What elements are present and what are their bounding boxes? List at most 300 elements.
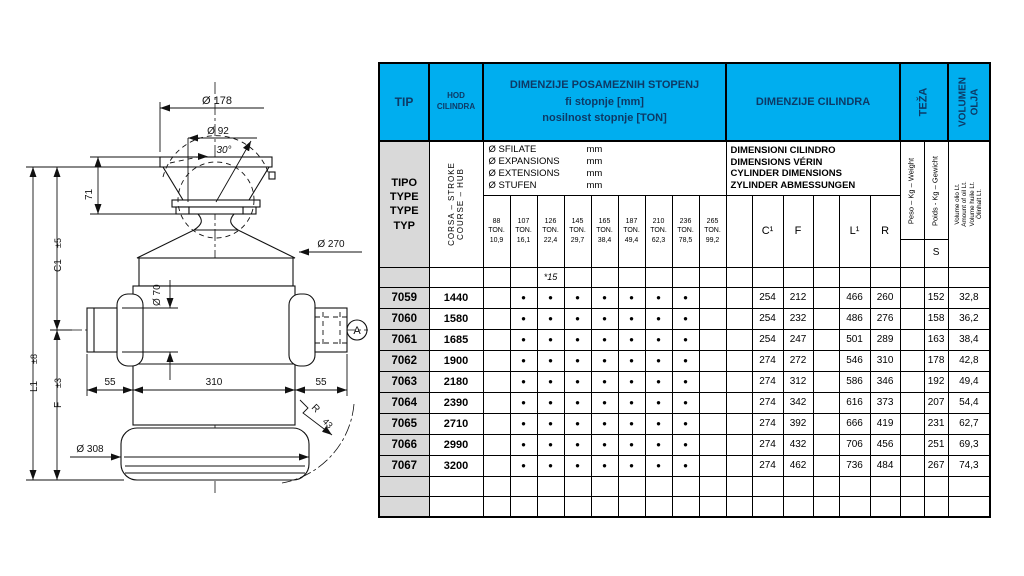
- cell-blank: [813, 476, 839, 496]
- stages-title-line1: DIMENZIJE POSAMEZNIH STOPENJ: [509, 79, 700, 92]
- cell-blank: [672, 496, 699, 517]
- cell-blank: [870, 476, 900, 496]
- cell-volume: 62,7: [948, 413, 990, 434]
- dim-col-f: F: [783, 195, 813, 267]
- subheader-cylinder-dimensions: DIMENSIONI CILINDRO DIMENSIONS VÉRIN CYLINDER DIMENSIONS ZYLINDER ABMESSUNGEN: [726, 141, 900, 195]
- cell-f: 232: [783, 308, 813, 329]
- cell-blank: [900, 392, 924, 413]
- dot-cell: ●: [618, 434, 645, 455]
- dot-cell: ●: [645, 287, 672, 308]
- dia-label: Ø EXTENSIONS: [488, 168, 560, 180]
- cell-blank: [900, 496, 924, 517]
- dim-55l-label: 55: [104, 377, 116, 388]
- dot-cell: ●: [591, 434, 618, 455]
- cell-volume: 69,3: [948, 434, 990, 455]
- dot-cell: ●: [645, 329, 672, 350]
- cell-blank: [429, 496, 483, 517]
- cell-blank: [618, 476, 645, 496]
- cell-r: 276: [870, 308, 900, 329]
- dot-cell: ●: [591, 413, 618, 434]
- cell-l1: 736: [839, 455, 870, 476]
- cell-blank: [813, 496, 839, 517]
- cell-stroke: 1580: [429, 308, 483, 329]
- cell-stroke: 1900: [429, 350, 483, 371]
- cell-blank: [483, 496, 510, 517]
- cell-blank: [699, 496, 726, 517]
- dim-55r-label: 55: [315, 377, 327, 388]
- dot-cell: [699, 413, 726, 434]
- table-row: [379, 455, 990, 476]
- weight-col1-label: Peso – Kg – Weight: [906, 157, 916, 224]
- cell-blank: [924, 496, 948, 517]
- cell-blank: [752, 267, 783, 287]
- dim-col-c1: C¹: [752, 195, 783, 267]
- dot-cell: ●: [537, 413, 564, 434]
- dim-col-r: R: [870, 195, 900, 267]
- cell-stroke: 1440: [429, 287, 483, 308]
- dot-cell: [699, 308, 726, 329]
- dia-unit: mm: [586, 144, 603, 155]
- cell-blank: [726, 392, 752, 413]
- dot-cell: [483, 308, 510, 329]
- cell-blank: [900, 455, 924, 476]
- dot-cell: [483, 371, 510, 392]
- hod-line2: CILINDRA: [436, 102, 476, 111]
- dot-cell: ●: [510, 371, 537, 392]
- dot-cell: ●: [564, 434, 591, 455]
- cell-volume: 42,8: [948, 350, 990, 371]
- cell-f: 212: [783, 287, 813, 308]
- cell-blank: [813, 329, 839, 350]
- cell-blank: [510, 496, 537, 517]
- cell-blank: [429, 267, 483, 287]
- cell-volume: 36,2: [948, 308, 990, 329]
- cup-plate: [172, 200, 260, 207]
- cell-l1: 586: [839, 371, 870, 392]
- cell-blank: [618, 267, 645, 287]
- cell-blank: [813, 308, 839, 329]
- dot-cell: ●: [537, 392, 564, 413]
- dot-cell: [699, 350, 726, 371]
- cell-blank: [379, 496, 429, 517]
- cell-volume: 49,4: [948, 371, 990, 392]
- dot-cell: [483, 413, 510, 434]
- cell-blank: [726, 308, 752, 329]
- cell-blank: [537, 476, 564, 496]
- dot-cell: ●: [645, 392, 672, 413]
- cell-blank: [537, 496, 564, 517]
- cell-blank: [783, 496, 813, 517]
- cell-weight: 267: [924, 455, 948, 476]
- cell-blank: [924, 267, 948, 287]
- ton-col-126: 126 TON. 22,4: [537, 195, 564, 267]
- cell-stroke: 2990: [429, 434, 483, 455]
- cell-f: 272: [783, 350, 813, 371]
- dot-cell: ●: [618, 350, 645, 371]
- dot-cell: ●: [618, 455, 645, 476]
- dot-cell: ●: [672, 434, 699, 455]
- dia-label: Ø STUFEN: [488, 180, 537, 192]
- cell-blank: [900, 329, 924, 350]
- cell-r: 260: [870, 287, 900, 308]
- dot-cell: ●: [564, 308, 591, 329]
- dot-cell: [699, 455, 726, 476]
- cell-blank: [379, 476, 429, 496]
- cell-weight: 178: [924, 350, 948, 371]
- right-pin: [315, 308, 347, 352]
- dot-cell: ●: [672, 455, 699, 476]
- ton-col-236: 236 TON. 78,5: [672, 195, 699, 267]
- dot-cell: ●: [537, 350, 564, 371]
- dot-cell: ●: [564, 455, 591, 476]
- dot-cell: ●: [645, 434, 672, 455]
- left-pin: [87, 308, 117, 352]
- cell-blank: [726, 455, 752, 476]
- ton-col-265: 265 TON. 99,2: [699, 195, 726, 267]
- cell-volume: 54,4: [948, 392, 990, 413]
- cell-blank: [813, 350, 839, 371]
- dot-cell: ●: [537, 371, 564, 392]
- col-header-stages: [483, 63, 726, 141]
- cell-tip: 7065: [379, 413, 429, 434]
- cell-blank: [813, 371, 839, 392]
- cell-l1: 486: [839, 308, 870, 329]
- dot-cell: ●: [672, 371, 699, 392]
- technical-drawing: [12, 52, 372, 502]
- dot-cell: ●: [618, 329, 645, 350]
- cell-blank: [564, 476, 591, 496]
- cell-blank: [752, 496, 783, 517]
- col-header-cylinder-dims: DIMENZIJE CILINDRA: [726, 63, 900, 141]
- dot-cell: ●: [645, 371, 672, 392]
- cell-weight: 163: [924, 329, 948, 350]
- dot-cell: ●: [672, 308, 699, 329]
- dot-cell: ●: [672, 392, 699, 413]
- cell-c1: 274: [752, 434, 783, 455]
- cell-blank: [726, 350, 752, 371]
- cell-blank: [591, 476, 618, 496]
- dot-cell: ●: [645, 455, 672, 476]
- cell-r: 419: [870, 413, 900, 434]
- radius-label: R: [308, 402, 322, 416]
- cell-c1: 254: [752, 329, 783, 350]
- cell-blank: [726, 476, 752, 496]
- cell-tip: 7063: [379, 371, 429, 392]
- dot-cell: ●: [510, 329, 537, 350]
- cell-volume: 38,4: [948, 329, 990, 350]
- cell-blank: [900, 350, 924, 371]
- ton-col-88: 88 TON. 10,9: [483, 195, 510, 267]
- cell-volume: 32,8: [948, 287, 990, 308]
- cell-l1: 706: [839, 434, 870, 455]
- dim-col-blank: [813, 195, 839, 267]
- cell-blank: [510, 267, 537, 287]
- cell-blank: [510, 476, 537, 496]
- weight-col2-label: Poids - Kg – Gewicht: [930, 155, 940, 226]
- note-row: [379, 267, 990, 287]
- dot-cell: ●: [510, 392, 537, 413]
- cell-l1: 666: [839, 413, 870, 434]
- cell-tip: 7062: [379, 350, 429, 371]
- dot-cell: ●: [591, 455, 618, 476]
- col-header-tip: TIP: [379, 63, 429, 141]
- cell-blank: [379, 267, 429, 287]
- ball-cup: [163, 167, 269, 200]
- cell-blank: [591, 496, 618, 517]
- subheader-weight-col2: [924, 141, 948, 267]
- cell-c1: 274: [752, 413, 783, 434]
- table-row: [379, 434, 990, 455]
- cell-c1: 254: [752, 287, 783, 308]
- cell-blank: [813, 267, 839, 287]
- dim-308-label: Ø 308: [76, 444, 104, 455]
- volume-rotated-label: Volume olio Lt. Amount of oil Lt. Volume huile Lt. Ölinhalt Lt.: [953, 181, 984, 228]
- subheader-volume: [948, 141, 990, 267]
- cell-blank: [726, 287, 752, 308]
- subheader-type: TIPO TYPE TYPE TYP: [379, 141, 429, 267]
- spec-table-wrapper: [378, 62, 991, 518]
- bellows-stack: [137, 230, 295, 258]
- empty-row: [379, 496, 990, 517]
- dot-cell: ●: [672, 287, 699, 308]
- dot-cell: [699, 392, 726, 413]
- cell-blank: [900, 434, 924, 455]
- weight-title: TEŽA: [917, 87, 930, 117]
- cell-blank: [672, 476, 699, 496]
- dim-f-tol: ±3: [53, 378, 63, 388]
- dot-cell: ●: [591, 308, 618, 329]
- cell-f: 342: [783, 392, 813, 413]
- dim-col-blank: [726, 195, 752, 267]
- dim-c1-label: C1: [53, 259, 64, 272]
- cell-blank: [564, 496, 591, 517]
- cell-tip: 7067: [379, 455, 429, 476]
- cylinder-drawing: [12, 52, 372, 502]
- dot-cell: ●: [564, 329, 591, 350]
- cell-blank: [618, 496, 645, 517]
- dot-cell: ●: [618, 413, 645, 434]
- cell-volume: 74,3: [948, 455, 990, 476]
- dot-cell: ●: [591, 371, 618, 392]
- cell-blank: [900, 476, 924, 496]
- volume-title: VOLUMEN OLJA: [957, 77, 981, 127]
- dot-cell: ●: [564, 392, 591, 413]
- dot-cell: ●: [618, 308, 645, 329]
- stages-title-line3: nosilnost stopnje [TON]: [542, 112, 667, 125]
- cell-blank: [839, 267, 870, 287]
- cell-blank: [591, 267, 618, 287]
- subheader-row-top: [379, 141, 990, 195]
- dot-cell: ●: [591, 287, 618, 308]
- cell-stroke: 2390: [429, 392, 483, 413]
- cell-blank: [699, 476, 726, 496]
- cell-blank: [813, 392, 839, 413]
- dot-cell: ●: [591, 350, 618, 371]
- cup-plate-2: [189, 207, 243, 214]
- cell-blank: [726, 329, 752, 350]
- cell-blank: [870, 496, 900, 517]
- dia-unit: mm: [586, 156, 603, 168]
- cell-blank: [839, 476, 870, 496]
- neck-left: [194, 214, 201, 230]
- weight-col1-sub: [901, 239, 924, 265]
- cell-stroke: 2710: [429, 413, 483, 434]
- cell-l1: 546: [839, 350, 870, 371]
- cell-tip: 7059: [379, 287, 429, 308]
- cell-weight: 152: [924, 287, 948, 308]
- dot-cell: ●: [645, 308, 672, 329]
- cell-blank: [948, 267, 990, 287]
- cell-l1: 616: [839, 392, 870, 413]
- cell-blank: [839, 496, 870, 517]
- dot-cell: [483, 434, 510, 455]
- cell-r: 289: [870, 329, 900, 350]
- header-row: [379, 63, 990, 141]
- cell-tip: 7066: [379, 434, 429, 455]
- dot-cell: [699, 434, 726, 455]
- dot-cell: [483, 455, 510, 476]
- cell-blank: [645, 267, 672, 287]
- cell-weight: 158: [924, 308, 948, 329]
- cell-blank: [483, 476, 510, 496]
- note-15: *15: [537, 267, 564, 287]
- cell-blank: [900, 267, 924, 287]
- dot-cell: ●: [537, 287, 564, 308]
- table-row: [379, 329, 990, 350]
- empty-row: [379, 476, 990, 496]
- cell-blank: [870, 267, 900, 287]
- dim-70-label: Ø 70: [152, 284, 163, 306]
- subheader-stroke: [429, 141, 483, 267]
- subheader-stage-diameters: [483, 141, 726, 195]
- dim-f-label: F: [53, 401, 64, 408]
- weight-s-label: S: [925, 239, 948, 265]
- dia-label: Ø EXPANSIONS: [488, 156, 560, 168]
- dot-cell: ●: [510, 413, 537, 434]
- cell-blank: [699, 267, 726, 287]
- cell-blank: [483, 267, 510, 287]
- col-header-stroke: [429, 63, 483, 141]
- dot-cell: ●: [591, 392, 618, 413]
- cell-blank: [429, 476, 483, 496]
- top-flange: [160, 157, 272, 167]
- cell-c1: 274: [752, 371, 783, 392]
- cell-r: 456: [870, 434, 900, 455]
- cell-weight: 251: [924, 434, 948, 455]
- cell-blank: [672, 267, 699, 287]
- dot-cell: ●: [672, 413, 699, 434]
- dim-92-label: Ø 92: [207, 126, 229, 137]
- col-header-oil-volume: [948, 63, 990, 141]
- neck-right: [231, 214, 238, 230]
- table-row: [379, 371, 990, 392]
- cell-blank: [726, 434, 752, 455]
- dia-label: Ø SFILATE: [488, 144, 537, 155]
- ton-col-145: 145 TON. 29,7: [564, 195, 591, 267]
- dot-cell: ●: [645, 350, 672, 371]
- cup-bolt: [243, 207, 256, 214]
- cell-f: 312: [783, 371, 813, 392]
- angle-label: 30°: [216, 145, 232, 156]
- cell-blank: [948, 496, 990, 517]
- ton-col-165: 165 TON. 38,4: [591, 195, 618, 267]
- table-row: [379, 392, 990, 413]
- spec-table: [378, 62, 991, 518]
- ton-col-210: 210 TON. 62,3: [645, 195, 672, 267]
- ton-col-107: 107 TON. 16,1: [510, 195, 537, 267]
- cell-f: 462: [783, 455, 813, 476]
- dot-cell: ●: [564, 287, 591, 308]
- dot-cell: ●: [618, 287, 645, 308]
- table-row: [379, 308, 990, 329]
- cup-nub: [269, 172, 275, 179]
- table-row: [379, 287, 990, 308]
- dot-cell: [699, 287, 726, 308]
- dot-cell: ●: [537, 434, 564, 455]
- cell-blank: [900, 413, 924, 434]
- cell-l1: 466: [839, 287, 870, 308]
- subheader-weight-col1: [900, 141, 924, 267]
- dot-cell: ●: [537, 329, 564, 350]
- dim-col-l1: L¹: [839, 195, 870, 267]
- cell-blank: [726, 371, 752, 392]
- dot-cell: ●: [537, 455, 564, 476]
- cell-r: 346: [870, 371, 900, 392]
- dia-unit: mm: [586, 168, 603, 180]
- cell-c1: 274: [752, 392, 783, 413]
- cell-stroke: 1685: [429, 329, 483, 350]
- cell-blank: [645, 496, 672, 517]
- cell-weight: 192: [924, 371, 948, 392]
- hod-line1: HOD: [447, 91, 465, 101]
- cell-blank: [813, 434, 839, 455]
- cell-l1: 501: [839, 329, 870, 350]
- cell-f: 432: [783, 434, 813, 455]
- col-header-weight: [900, 63, 948, 141]
- cell-weight: 207: [924, 392, 948, 413]
- dot-cell: [483, 350, 510, 371]
- cell-c1: 274: [752, 350, 783, 371]
- cell-r: 373: [870, 392, 900, 413]
- cell-blank: [645, 476, 672, 496]
- cup-bolt: [176, 207, 189, 214]
- dim-270-label: Ø 270: [317, 239, 345, 250]
- table-row: [379, 350, 990, 371]
- detail-a-label: A: [353, 325, 361, 337]
- dot-cell: ●: [564, 413, 591, 434]
- cell-blank: [900, 287, 924, 308]
- cell-blank: [900, 308, 924, 329]
- cell-tip: 7064: [379, 392, 429, 413]
- cell-blank: [813, 455, 839, 476]
- cell-weight: 231: [924, 413, 948, 434]
- dot-cell: ●: [672, 350, 699, 371]
- cell-blank: [726, 267, 752, 287]
- dot-cell: ●: [645, 413, 672, 434]
- dia-unit: mm: [586, 180, 603, 192]
- dot-cell: ●: [510, 350, 537, 371]
- dot-cell: [483, 329, 510, 350]
- right-trunnion-collar: [289, 294, 315, 366]
- cell-tip: 7061: [379, 329, 429, 350]
- cell-blank: [783, 476, 813, 496]
- dot-cell: ●: [591, 329, 618, 350]
- table-row: [379, 413, 990, 434]
- cell-r: 310: [870, 350, 900, 371]
- cell-blank: [813, 287, 839, 308]
- dot-cell: ●: [564, 350, 591, 371]
- dot-cell: [699, 371, 726, 392]
